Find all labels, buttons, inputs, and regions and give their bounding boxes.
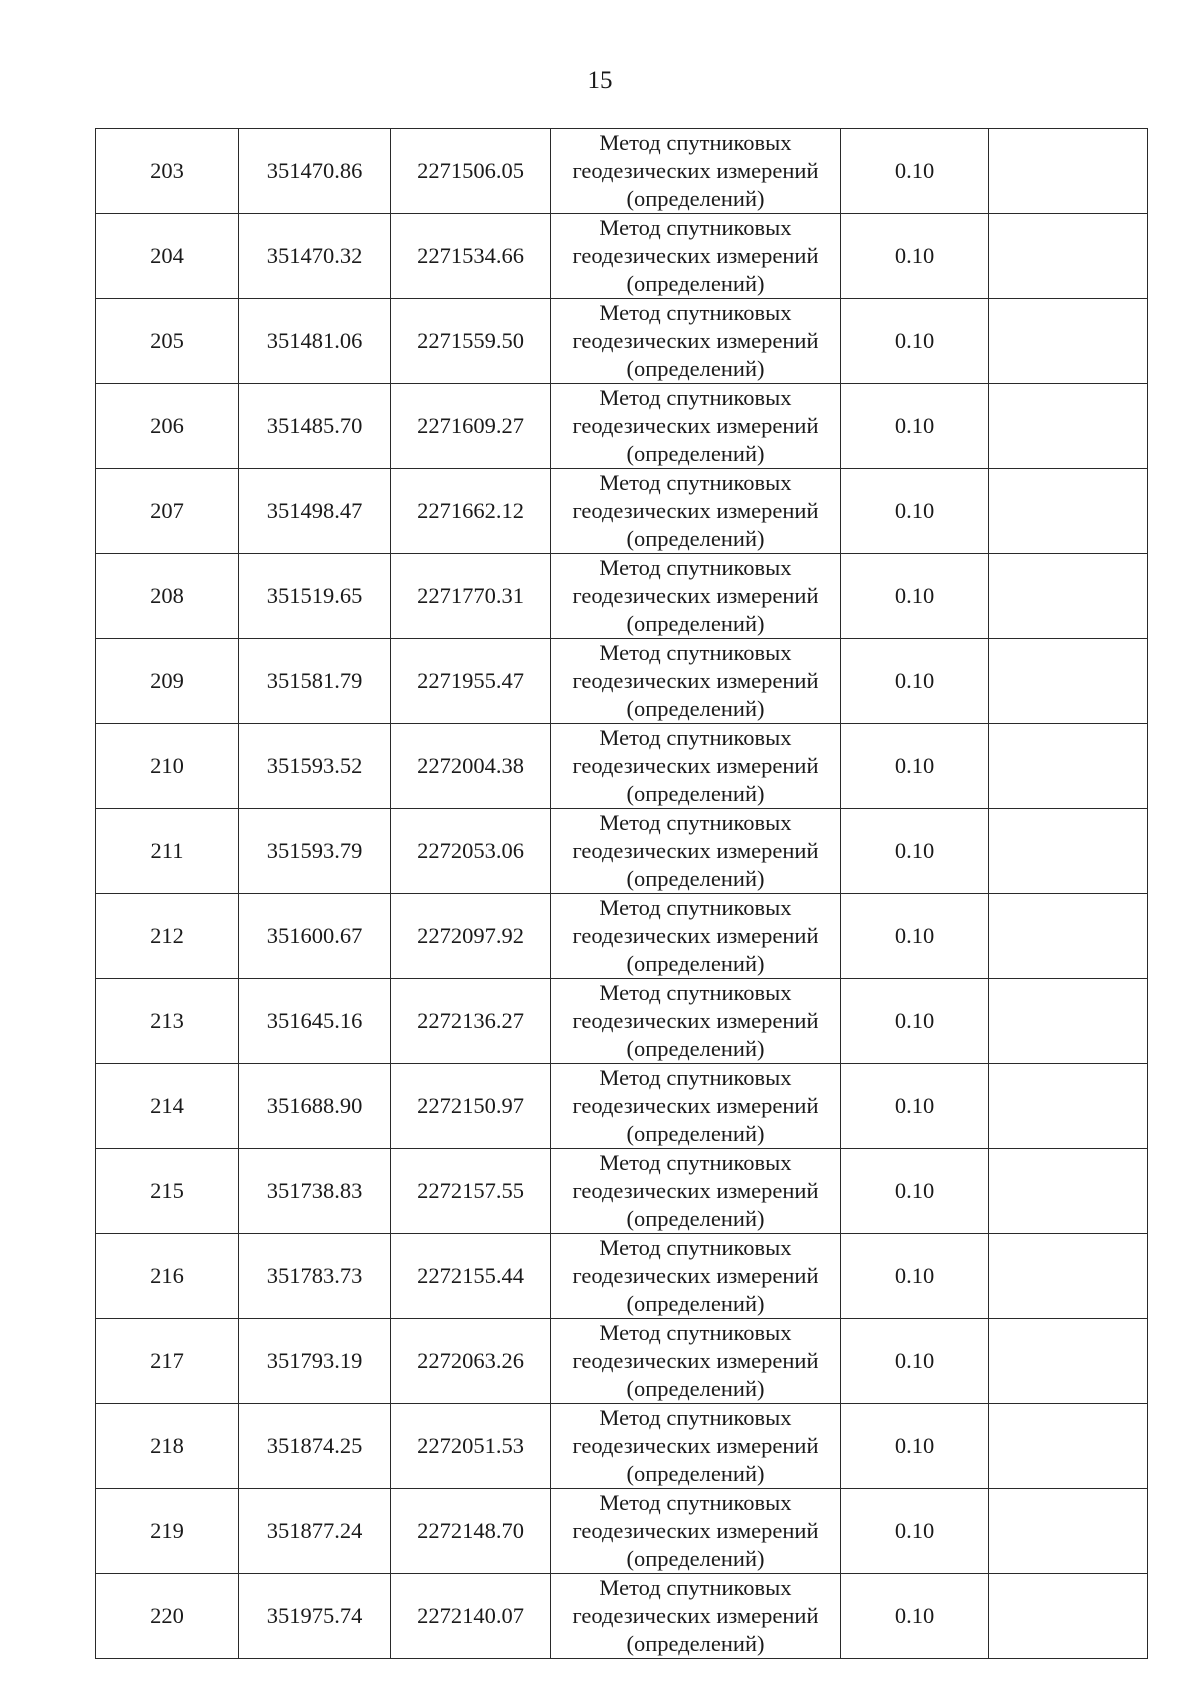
y-coordinate-cell: 2272150.97 — [391, 1064, 551, 1149]
method-line: (определений) — [626, 781, 765, 806]
table-row — [96, 1404, 1148, 1489]
table-body — [96, 129, 1148, 1659]
table-row — [96, 639, 1148, 724]
y-coordinate-cell: 2271609.27 — [391, 384, 551, 469]
table-row — [96, 554, 1148, 639]
method-line: (определений) — [626, 186, 765, 211]
method-line: (определений) — [626, 611, 765, 636]
method-line: (определений) — [626, 951, 765, 976]
note-cell — [989, 384, 1148, 469]
note-cell — [989, 1319, 1148, 1404]
method-line: (определений) — [626, 1631, 765, 1656]
accuracy-cell: 0.10 — [841, 1149, 989, 1234]
accuracy-cell: 0.10 — [841, 894, 989, 979]
table-row — [96, 894, 1148, 979]
point-number-cell: 208 — [96, 554, 239, 639]
method-line: геодезических измерений — [572, 838, 819, 863]
method-line: Метод спутниковых — [599, 1065, 792, 1090]
method-cell — [551, 469, 841, 554]
y-coordinate-cell: 2272063.26 — [391, 1319, 551, 1404]
table-row — [96, 384, 1148, 469]
method-line: Метод спутниковых — [599, 470, 792, 495]
point-number-cell: 218 — [96, 1404, 239, 1489]
y-coordinate-cell: 2271955.47 — [391, 639, 551, 724]
method-line: геодезических измерений — [572, 1178, 819, 1203]
method-cell — [551, 809, 841, 894]
method-line: Метод спутниковых — [599, 300, 792, 325]
method-cell — [551, 299, 841, 384]
table-row — [96, 1064, 1148, 1149]
table-row — [96, 469, 1148, 554]
method-line: геодезических измерений — [572, 328, 819, 353]
method-line: Метод спутниковых — [599, 130, 792, 155]
method-line: (определений) — [626, 526, 765, 551]
method-line: геодезических измерений — [572, 668, 819, 693]
x-coordinate-cell: 351481.06 — [239, 299, 391, 384]
x-coordinate-cell: 351593.79 — [239, 809, 391, 894]
x-coordinate-cell: 351519.65 — [239, 554, 391, 639]
accuracy-cell: 0.10 — [841, 1234, 989, 1319]
accuracy-cell: 0.10 — [841, 809, 989, 894]
point-number-cell: 210 — [96, 724, 239, 809]
accuracy-cell: 0.10 — [841, 1319, 989, 1404]
method-cell — [551, 1489, 841, 1574]
method-line: (определений) — [626, 441, 765, 466]
point-number-cell: 211 — [96, 809, 239, 894]
method-line: геодезических измерений — [572, 583, 819, 608]
y-coordinate-cell: 2271559.50 — [391, 299, 551, 384]
y-coordinate-cell: 2272148.70 — [391, 1489, 551, 1574]
method-line: Метод спутниковых — [599, 640, 792, 665]
note-cell — [989, 469, 1148, 554]
accuracy-cell: 0.10 — [841, 1404, 989, 1489]
accuracy-cell: 0.10 — [841, 384, 989, 469]
accuracy-cell: 0.10 — [841, 299, 989, 384]
y-coordinate-cell: 2272051.53 — [391, 1404, 551, 1489]
note-cell — [989, 1574, 1148, 1659]
x-coordinate-cell: 351688.90 — [239, 1064, 391, 1149]
method-line: геодезических измерений — [572, 753, 819, 778]
point-number-cell: 212 — [96, 894, 239, 979]
x-coordinate-cell: 351645.16 — [239, 979, 391, 1064]
x-coordinate-cell: 351470.32 — [239, 214, 391, 299]
method-line: (определений) — [626, 1036, 765, 1061]
x-coordinate-cell: 351600.67 — [239, 894, 391, 979]
method-line: Метод спутниковых — [599, 810, 792, 835]
method-cell — [551, 129, 841, 214]
point-number-cell: 207 — [96, 469, 239, 554]
method-line: геодезических измерений — [572, 243, 819, 268]
table-row — [96, 1234, 1148, 1319]
method-cell — [551, 1149, 841, 1234]
method-line: Метод спутниковых — [599, 1405, 792, 1430]
method-line: геодезических измерений — [572, 498, 819, 523]
method-line: (определений) — [626, 1121, 765, 1146]
table-row — [96, 979, 1148, 1064]
y-coordinate-cell: 2271662.12 — [391, 469, 551, 554]
method-line: Метод спутниковых — [599, 1490, 792, 1515]
point-number-cell: 217 — [96, 1319, 239, 1404]
x-coordinate-cell: 351975.74 — [239, 1574, 391, 1659]
y-coordinate-cell: 2272136.27 — [391, 979, 551, 1064]
method-line: (определений) — [626, 356, 765, 381]
method-cell — [551, 979, 841, 1064]
method-line: Метод спутниковых — [599, 215, 792, 240]
point-number-cell: 209 — [96, 639, 239, 724]
point-number-cell: 213 — [96, 979, 239, 1064]
y-coordinate-cell: 2271506.05 — [391, 129, 551, 214]
x-coordinate-cell: 351485.70 — [239, 384, 391, 469]
note-cell — [989, 214, 1148, 299]
accuracy-cell: 0.10 — [841, 724, 989, 809]
method-line: геодезических измерений — [572, 1008, 819, 1033]
method-line: Метод спутниковых — [599, 895, 792, 920]
method-cell — [551, 1319, 841, 1404]
y-coordinate-cell: 2272097.92 — [391, 894, 551, 979]
method-line: (определений) — [626, 1461, 765, 1486]
note-cell — [989, 1149, 1148, 1234]
table-row — [96, 299, 1148, 384]
method-line: геодезических измерений — [572, 158, 819, 183]
accuracy-cell: 0.10 — [841, 1489, 989, 1574]
method-line: Метод спутниковых — [599, 555, 792, 580]
x-coordinate-cell: 351877.24 — [239, 1489, 391, 1574]
coordinates-table — [95, 128, 1148, 1659]
table-row — [96, 214, 1148, 299]
note-cell — [989, 299, 1148, 384]
method-line: Метод спутниковых — [599, 1575, 792, 1600]
x-coordinate-cell: 351738.83 — [239, 1149, 391, 1234]
note-cell — [989, 1234, 1148, 1319]
method-cell — [551, 1234, 841, 1319]
x-coordinate-cell: 351581.79 — [239, 639, 391, 724]
accuracy-cell: 0.10 — [841, 639, 989, 724]
method-line: (определений) — [626, 271, 765, 296]
note-cell — [989, 129, 1148, 214]
x-coordinate-cell: 351470.86 — [239, 129, 391, 214]
note-cell — [989, 1404, 1148, 1489]
point-number-cell: 214 — [96, 1064, 239, 1149]
point-number-cell: 204 — [96, 214, 239, 299]
method-line: геодезических измерений — [572, 923, 819, 948]
method-cell — [551, 384, 841, 469]
note-cell — [989, 639, 1148, 724]
accuracy-cell: 0.10 — [841, 1574, 989, 1659]
accuracy-cell: 0.10 — [841, 979, 989, 1064]
table-row — [96, 1574, 1148, 1659]
method-line: геодезических измерений — [572, 413, 819, 438]
y-coordinate-cell: 2272053.06 — [391, 809, 551, 894]
note-cell — [989, 1064, 1148, 1149]
y-coordinate-cell: 2272004.38 — [391, 724, 551, 809]
x-coordinate-cell: 351874.25 — [239, 1404, 391, 1489]
note-cell — [989, 809, 1148, 894]
method-line: (определений) — [626, 1376, 765, 1401]
accuracy-cell: 0.10 — [841, 554, 989, 639]
table-row — [96, 724, 1148, 809]
note-cell — [989, 894, 1148, 979]
x-coordinate-cell: 351498.47 — [239, 469, 391, 554]
point-number-cell: 203 — [96, 129, 239, 214]
table-row — [96, 809, 1148, 894]
point-number-cell: 219 — [96, 1489, 239, 1574]
method-line: геодезических измерений — [572, 1433, 819, 1458]
point-number-cell: 216 — [96, 1234, 239, 1319]
method-line: (определений) — [626, 866, 765, 891]
method-line: геодезических измерений — [572, 1093, 819, 1118]
y-coordinate-cell: 2271770.31 — [391, 554, 551, 639]
method-line: геодезических измерений — [572, 1263, 819, 1288]
method-cell — [551, 214, 841, 299]
accuracy-cell: 0.10 — [841, 1064, 989, 1149]
note-cell — [989, 1489, 1148, 1574]
method-cell — [551, 1404, 841, 1489]
method-cell — [551, 554, 841, 639]
method-line: геодезических измерений — [572, 1603, 819, 1628]
accuracy-cell: 0.10 — [841, 214, 989, 299]
table-row — [96, 1149, 1148, 1234]
method-line: Метод спутниковых — [599, 1235, 792, 1260]
point-number-cell: 220 — [96, 1574, 239, 1659]
x-coordinate-cell: 351593.52 — [239, 724, 391, 809]
point-number-cell: 206 — [96, 384, 239, 469]
note-cell — [989, 554, 1148, 639]
page-number: 15 — [587, 67, 613, 94]
point-number-cell: 215 — [96, 1149, 239, 1234]
method-line: (определений) — [626, 1206, 765, 1231]
method-line: Метод спутниковых — [599, 980, 792, 1005]
method-line: геодезических измерений — [572, 1348, 819, 1373]
method-line: (определений) — [626, 1546, 765, 1571]
table-row — [96, 1489, 1148, 1574]
y-coordinate-cell: 2272155.44 — [391, 1234, 551, 1319]
table-row — [96, 1319, 1148, 1404]
method-line: Метод спутниковых — [599, 385, 792, 410]
method-cell — [551, 1574, 841, 1659]
x-coordinate-cell: 351793.19 — [239, 1319, 391, 1404]
y-coordinate-cell: 2271534.66 — [391, 214, 551, 299]
method-cell — [551, 894, 841, 979]
method-cell — [551, 724, 841, 809]
note-cell — [989, 979, 1148, 1064]
method-cell — [551, 639, 841, 724]
method-line: Метод спутниковых — [599, 725, 792, 750]
method-line: геодезических измерений — [572, 1518, 819, 1543]
method-line: (определений) — [626, 1291, 765, 1316]
y-coordinate-cell: 2272140.07 — [391, 1574, 551, 1659]
note-cell — [989, 724, 1148, 809]
point-number-cell: 205 — [96, 299, 239, 384]
x-coordinate-cell: 351783.73 — [239, 1234, 391, 1319]
accuracy-cell: 0.10 — [841, 129, 989, 214]
method-line: (определений) — [626, 696, 765, 721]
method-line: Метод спутниковых — [599, 1320, 792, 1345]
y-coordinate-cell: 2272157.55 — [391, 1149, 551, 1234]
method-cell — [551, 1064, 841, 1149]
accuracy-cell: 0.10 — [841, 469, 989, 554]
method-line: Метод спутниковых — [599, 1150, 792, 1175]
table-row — [96, 129, 1148, 214]
